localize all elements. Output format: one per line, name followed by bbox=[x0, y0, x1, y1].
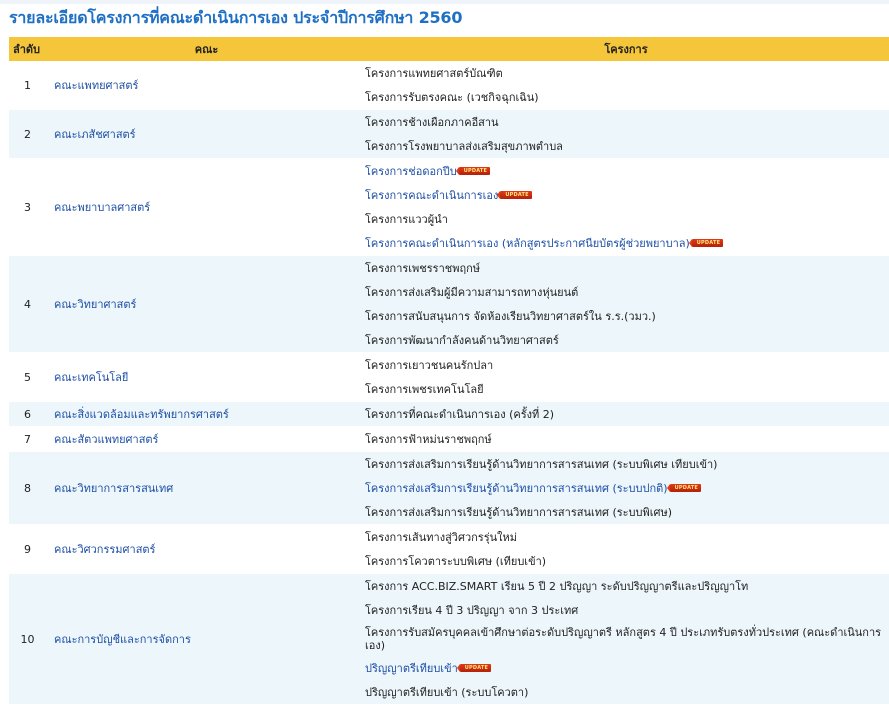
project-name: โครงการเพชรเทคโนโลยี bbox=[365, 382, 484, 396]
project-name: โครงการพัฒนากำลังคนด้านวิทยาศาสตร์ bbox=[365, 333, 559, 347]
project-list bbox=[363, 402, 889, 426]
project-item bbox=[363, 680, 889, 704]
faculty-link[interactable]: คณะการบัญชีและการจัดการ bbox=[54, 633, 191, 646]
projects-cell bbox=[363, 427, 889, 452]
row-number: 2 bbox=[9, 110, 50, 159]
project-name: โครงการช่อดอกปีบ bbox=[365, 164, 457, 178]
project-name: โครงการโควตาระบบพิเศษ (เทียบเข้า) bbox=[365, 554, 547, 568]
project-name: ปริญญาตรีเทียบเข้า bbox=[365, 661, 458, 675]
project-item bbox=[363, 500, 889, 524]
project-list bbox=[363, 427, 889, 451]
project-link[interactable] bbox=[363, 231, 889, 255]
project-item bbox=[363, 622, 889, 656]
row-number: 10 bbox=[9, 574, 50, 705]
project-list bbox=[363, 110, 889, 158]
faculty-link[interactable]: คณะวิทยาการสารสนเทศ bbox=[54, 482, 174, 495]
project-item bbox=[363, 598, 889, 622]
project-list bbox=[363, 574, 889, 704]
project-name: โครงการส่งเสริมการเรียนรู้ด้านวิทยาการสารสนเทศ (ระบบพิเศษ) bbox=[365, 505, 673, 519]
faculty-cell bbox=[50, 402, 363, 427]
project-item bbox=[363, 452, 889, 476]
projects-cell bbox=[363, 61, 889, 110]
update-badge-icon: UPDATE bbox=[459, 167, 490, 175]
faculty-link[interactable]: คณะวิศวกรรมศาสตร์ bbox=[54, 543, 156, 556]
project-link[interactable] bbox=[363, 476, 889, 500]
project-name: โครงการช้างเผือกภาคอีสาน bbox=[365, 115, 499, 129]
project-name: โครงการเยาวชนคนรักปลา bbox=[365, 358, 494, 372]
project-list bbox=[363, 159, 889, 255]
project-item bbox=[363, 574, 889, 598]
project-item bbox=[363, 280, 889, 304]
project-name: โครงการส่งเสริมการเรียนรู้ด้านวิทยาการสารสนเทศ (ระบบพิเศษ เทียบเข้า) bbox=[365, 457, 718, 471]
faculty-link[interactable]: คณะสิ่งแวดล้อมและทรัพยากรศาสตร์ bbox=[54, 408, 229, 421]
projects-cell bbox=[363, 574, 889, 705]
project-name: โครงการแพทยศาสตร์บัณฑิต bbox=[365, 66, 503, 80]
faculty-link[interactable]: คณะเภสัชศาสตร์ bbox=[54, 128, 136, 141]
faculty-link[interactable]: คณะแพทยศาสตร์ bbox=[54, 79, 139, 92]
project-name: โครงการคณะดำเนินการเอง (หลักสูตรประกาศนียบัตรผู้ช่วยพยาบาล) bbox=[365, 236, 690, 250]
projects-cell bbox=[363, 452, 889, 525]
table-row bbox=[9, 452, 889, 525]
projects-table bbox=[9, 37, 889, 705]
table-row bbox=[9, 353, 889, 402]
projects-cell bbox=[363, 159, 889, 256]
faculty-cell bbox=[50, 427, 363, 452]
table-row bbox=[9, 110, 889, 159]
project-item bbox=[363, 256, 889, 280]
projects-cell bbox=[363, 110, 889, 159]
projects-cell bbox=[363, 353, 889, 402]
project-item bbox=[363, 110, 889, 134]
row-number: 8 bbox=[9, 452, 50, 525]
project-name: โครงการเรียน 4 ปี 3 ปริญญา จาก 3 ประเทศ bbox=[365, 603, 579, 617]
faculty-cell bbox=[50, 110, 363, 159]
project-list bbox=[363, 61, 889, 109]
table-header-row bbox=[9, 37, 889, 61]
projects-cell bbox=[363, 402, 889, 427]
update-badge-icon: UPDATE bbox=[692, 239, 723, 247]
project-name: โครงการโรงพยาบาลส่งเสริมสุขภาพตำบล bbox=[365, 139, 563, 153]
project-list bbox=[363, 525, 889, 573]
project-name: โครงการฟ้าหม่นราชพฤกษ์ bbox=[365, 432, 492, 446]
project-list bbox=[363, 452, 889, 524]
table-row bbox=[9, 61, 889, 110]
project-name: โครงการรับสมัครบุคคลเข้าศึกษาต่อระดับปริญญาตรี หลักสูตร 4 ปี ประเภทรับตรงทั่วประเทศ (คณะดำเนินการเอง) bbox=[365, 626, 882, 652]
project-item bbox=[363, 353, 889, 377]
update-badge-icon: UPDATE bbox=[500, 191, 531, 199]
faculty-cell bbox=[50, 452, 363, 525]
project-name: โครงการที่คณะดำเนินการเอง (ครั้งที่ 2) bbox=[365, 407, 555, 421]
project-link[interactable] bbox=[363, 183, 889, 207]
project-item bbox=[363, 134, 889, 158]
table-row bbox=[9, 256, 889, 353]
table-row bbox=[9, 159, 889, 256]
project-list bbox=[363, 256, 889, 352]
project-item bbox=[363, 207, 889, 231]
page-title: รายละเอียดโครงการที่คณะดำเนินการเอง ประจำปีการศึกษา 2560 bbox=[9, 8, 463, 27]
project-item bbox=[363, 525, 889, 549]
project-item bbox=[363, 304, 889, 328]
project-name: โครงการรับตรงคณะ (เวชกิจฉุกเฉิน) bbox=[365, 90, 539, 104]
project-item bbox=[363, 85, 889, 109]
project-item bbox=[363, 377, 889, 401]
project-name: โครงการส่งเสริมการเรียนรู้ด้านวิทยาการสารสนเทศ (ระบบปกติ) bbox=[365, 481, 668, 495]
row-number: 5 bbox=[9, 353, 50, 402]
row-number: 1 bbox=[9, 61, 50, 110]
project-link[interactable] bbox=[363, 656, 889, 680]
faculty-cell bbox=[50, 159, 363, 256]
project-item bbox=[363, 402, 889, 426]
faculty-link[interactable]: คณะพยาบาลศาสตร์ bbox=[54, 201, 151, 214]
projects-cell bbox=[363, 525, 889, 574]
faculty-cell bbox=[50, 353, 363, 402]
faculty-link[interactable]: คณะสัตวแพทยศาสตร์ bbox=[54, 433, 159, 446]
faculty-cell bbox=[50, 61, 363, 110]
project-name: ปริญญาตรีเทียบเข้า (ระบบโควตา) bbox=[365, 685, 529, 699]
project-item bbox=[363, 328, 889, 352]
project-name: โครงการสนับสนุนการ จัดห้องเรียนวิทยาศาสตร์ใน ร.ร.(วมว.) bbox=[365, 309, 656, 323]
project-name: โครงการ ACC.BIZ.SMART เรียน 5 ปี 2 ปริญญา ระดับปริญญาตรีและปริญญาโท bbox=[365, 579, 749, 593]
project-item bbox=[363, 549, 889, 573]
header-faculty: คณะ bbox=[50, 37, 363, 61]
project-link[interactable] bbox=[363, 159, 889, 183]
faculty-cell bbox=[50, 525, 363, 574]
row-number: 4 bbox=[9, 256, 50, 353]
faculty-cell bbox=[50, 256, 363, 353]
table-row bbox=[9, 525, 889, 574]
projects-cell bbox=[363, 256, 889, 353]
row-number: 7 bbox=[9, 427, 50, 452]
header-project: โครงการ bbox=[363, 37, 889, 61]
project-name: โครงการเส้นทางสู่วิศวกรรุ่นใหม่ bbox=[365, 530, 518, 544]
project-list bbox=[363, 353, 889, 401]
update-badge-icon: UPDATE bbox=[460, 664, 491, 672]
project-name: โครงการแววผู้นำ bbox=[365, 212, 448, 226]
project-item bbox=[363, 427, 889, 451]
faculty-cell bbox=[50, 574, 363, 705]
table-row bbox=[9, 574, 889, 705]
project-item bbox=[363, 61, 889, 85]
table-row bbox=[9, 402, 889, 427]
table-body bbox=[9, 61, 889, 705]
row-number: 9 bbox=[9, 525, 50, 574]
table-row bbox=[9, 427, 889, 452]
update-badge-icon: UPDATE bbox=[670, 484, 701, 492]
faculty-link[interactable]: คณะเทคโนโลยี bbox=[54, 371, 129, 384]
row-number: 6 bbox=[9, 402, 50, 427]
project-name: โครงการส่งเสริมผู้มีความสามารถทางหุ่นยนต์ bbox=[365, 285, 579, 299]
row-number: 3 bbox=[9, 159, 50, 256]
header-num: ลำดับ bbox=[9, 37, 50, 61]
project-name: โครงการเพชรราชพฤกษ์ bbox=[365, 261, 481, 275]
project-name: โครงการคณะดำเนินการเอง bbox=[365, 188, 499, 202]
faculty-link[interactable]: คณะวิทยาศาสตร์ bbox=[54, 298, 137, 311]
